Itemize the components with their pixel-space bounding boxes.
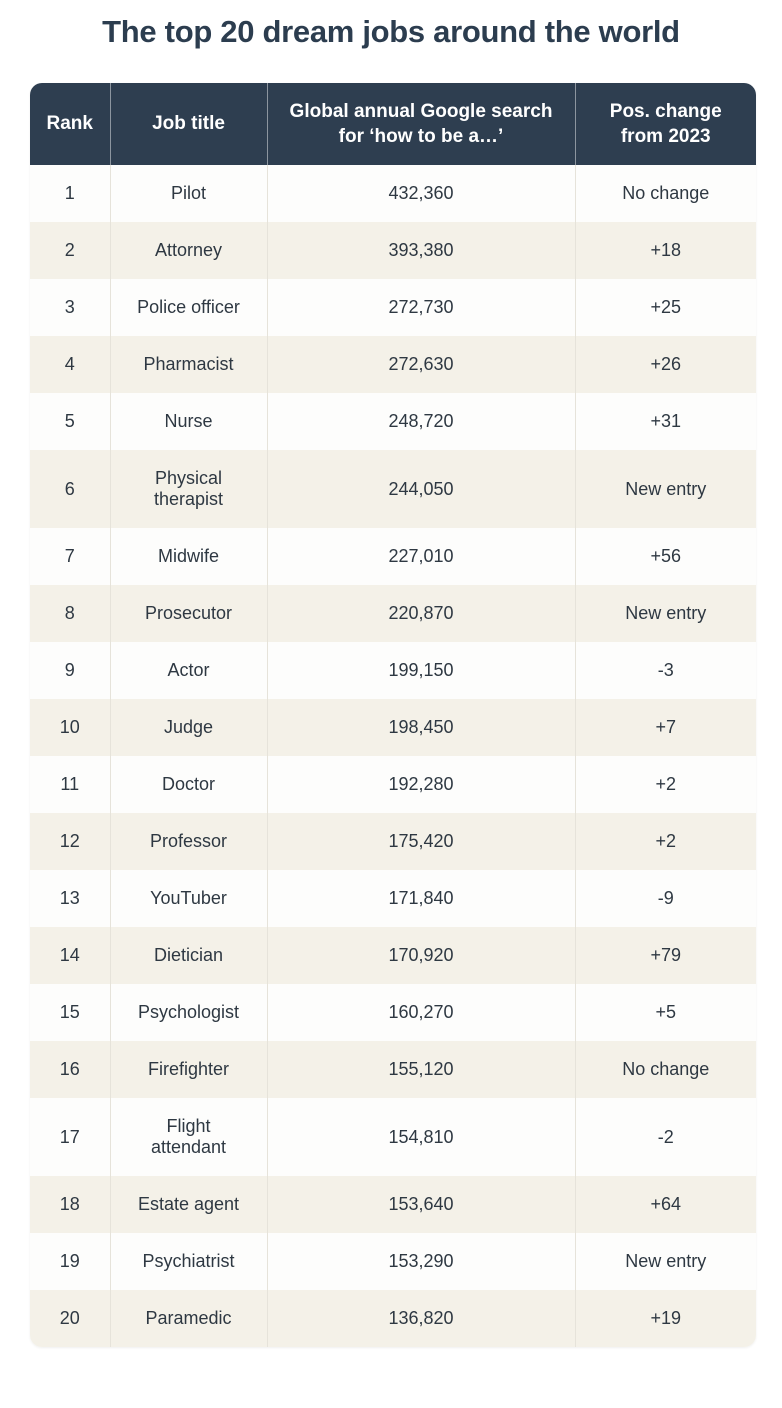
table-row (30, 984, 756, 1041)
column-header-rank: Rank (30, 83, 110, 165)
column-header-pos-change: Pos. change from 2023 (575, 83, 756, 165)
job-title-cell: Psychologist (110, 984, 267, 1041)
pos-change-cell: +64 (575, 1176, 756, 1233)
rank-cell: 15 (30, 984, 110, 1041)
searches-cell: 160,270 (267, 984, 575, 1041)
searches-cell: 227,010 (267, 528, 575, 585)
rank-cell: 14 (30, 927, 110, 984)
job-title-cell: Pharmacist (110, 336, 267, 393)
pos-change-cell: +19 (575, 1290, 756, 1347)
pos-change-cell: New entry (575, 450, 756, 528)
job-title-cell: Attorney (110, 222, 267, 279)
rank-cell: 13 (30, 870, 110, 927)
searches-cell: 175,420 (267, 813, 575, 870)
rank-cell: 8 (30, 585, 110, 642)
table-row (30, 870, 756, 927)
job-title-cell: Professor (110, 813, 267, 870)
pos-change-cell: +2 (575, 813, 756, 870)
table-row (30, 393, 756, 450)
column-header-global-search: Global annual Google search for ‘how to be a…’ (267, 83, 575, 165)
table-row (30, 699, 756, 756)
job-title-cell: Prosecutor (110, 585, 267, 642)
table-row (30, 336, 756, 393)
job-title-cell: YouTuber (110, 870, 267, 927)
job-title-cell: Estate agent (110, 1176, 267, 1233)
job-title-cell: Dietician (110, 927, 267, 984)
job-title-cell: Actor (110, 642, 267, 699)
searches-cell: 393,380 (267, 222, 575, 279)
searches-cell: 220,870 (267, 585, 575, 642)
rank-cell: 5 (30, 393, 110, 450)
rank-cell: 2 (30, 222, 110, 279)
table-row (30, 1233, 756, 1290)
job-title-cell: Physical therapist (110, 450, 267, 528)
table-row (30, 1098, 756, 1176)
header-row (30, 83, 756, 165)
pos-change-cell: No change (575, 1041, 756, 1098)
searches-cell: 432,360 (267, 165, 575, 222)
searches-cell: 272,730 (267, 279, 575, 336)
pos-change-cell: -9 (575, 870, 756, 927)
table-row (30, 279, 756, 336)
rank-cell: 7 (30, 528, 110, 585)
pos-change-cell: -3 (575, 642, 756, 699)
searches-cell: 199,150 (267, 642, 575, 699)
table-row (30, 222, 756, 279)
searches-cell: 272,630 (267, 336, 575, 393)
table-row (30, 528, 756, 585)
pos-change-cell: +31 (575, 393, 756, 450)
table-row (30, 165, 756, 222)
table-row (30, 1290, 756, 1347)
rank-cell: 6 (30, 450, 110, 528)
job-title-cell: Police officer (110, 279, 267, 336)
table-row (30, 927, 756, 984)
rank-cell: 9 (30, 642, 110, 699)
table-row (30, 450, 756, 528)
rank-cell: 3 (30, 279, 110, 336)
job-title-cell: Firefighter (110, 1041, 267, 1098)
searches-cell: 171,840 (267, 870, 575, 927)
table-body (30, 165, 756, 1347)
table-row (30, 1041, 756, 1098)
job-title-cell: Pilot (110, 165, 267, 222)
rank-cell: 17 (30, 1098, 110, 1176)
rank-cell: 11 (30, 756, 110, 813)
dream-jobs-table (30, 83, 756, 1347)
table-row (30, 585, 756, 642)
pos-change-cell: No change (575, 165, 756, 222)
table-row (30, 642, 756, 699)
searches-cell: 136,820 (267, 1290, 575, 1347)
column-header-job-title: Job title (110, 83, 267, 165)
searches-cell: 192,280 (267, 756, 575, 813)
pos-change-cell: +56 (575, 528, 756, 585)
job-title-cell: Paramedic (110, 1290, 267, 1347)
job-title-cell: Doctor (110, 756, 267, 813)
rank-cell: 16 (30, 1041, 110, 1098)
infographic-page (0, 14, 782, 1347)
dream-jobs-table-card (30, 83, 756, 1347)
searches-cell: 153,290 (267, 1233, 575, 1290)
pos-change-cell: +18 (575, 222, 756, 279)
job-title-cell: Nurse (110, 393, 267, 450)
table-row (30, 813, 756, 870)
pos-change-cell: +79 (575, 927, 756, 984)
searches-cell: 153,640 (267, 1176, 575, 1233)
searches-cell: 154,810 (267, 1098, 575, 1176)
pos-change-cell: +7 (575, 699, 756, 756)
page-title: The top 20 dream jobs around the world (102, 14, 680, 49)
job-title-cell: Psychiatrist (110, 1233, 267, 1290)
table-row (30, 756, 756, 813)
searches-cell: 244,050 (267, 450, 575, 528)
searches-cell: 248,720 (267, 393, 575, 450)
table-row (30, 1176, 756, 1233)
pos-change-cell: +25 (575, 279, 756, 336)
job-title-cell: Judge (110, 699, 267, 756)
rank-cell: 10 (30, 699, 110, 756)
rank-cell: 18 (30, 1176, 110, 1233)
pos-change-cell: New entry (575, 585, 756, 642)
table-header (30, 83, 756, 165)
rank-cell: 19 (30, 1233, 110, 1290)
searches-cell: 155,120 (267, 1041, 575, 1098)
job-title-cell: Flight attendant (110, 1098, 267, 1176)
searches-cell: 170,920 (267, 927, 575, 984)
pos-change-cell: -2 (575, 1098, 756, 1176)
pos-change-cell: +2 (575, 756, 756, 813)
rank-cell: 4 (30, 336, 110, 393)
rank-cell: 12 (30, 813, 110, 870)
searches-cell: 198,450 (267, 699, 575, 756)
pos-change-cell: New entry (575, 1233, 756, 1290)
rank-cell: 20 (30, 1290, 110, 1347)
rank-cell: 1 (30, 165, 110, 222)
pos-change-cell: +26 (575, 336, 756, 393)
pos-change-cell: +5 (575, 984, 756, 1041)
job-title-cell: Midwife (110, 528, 267, 585)
